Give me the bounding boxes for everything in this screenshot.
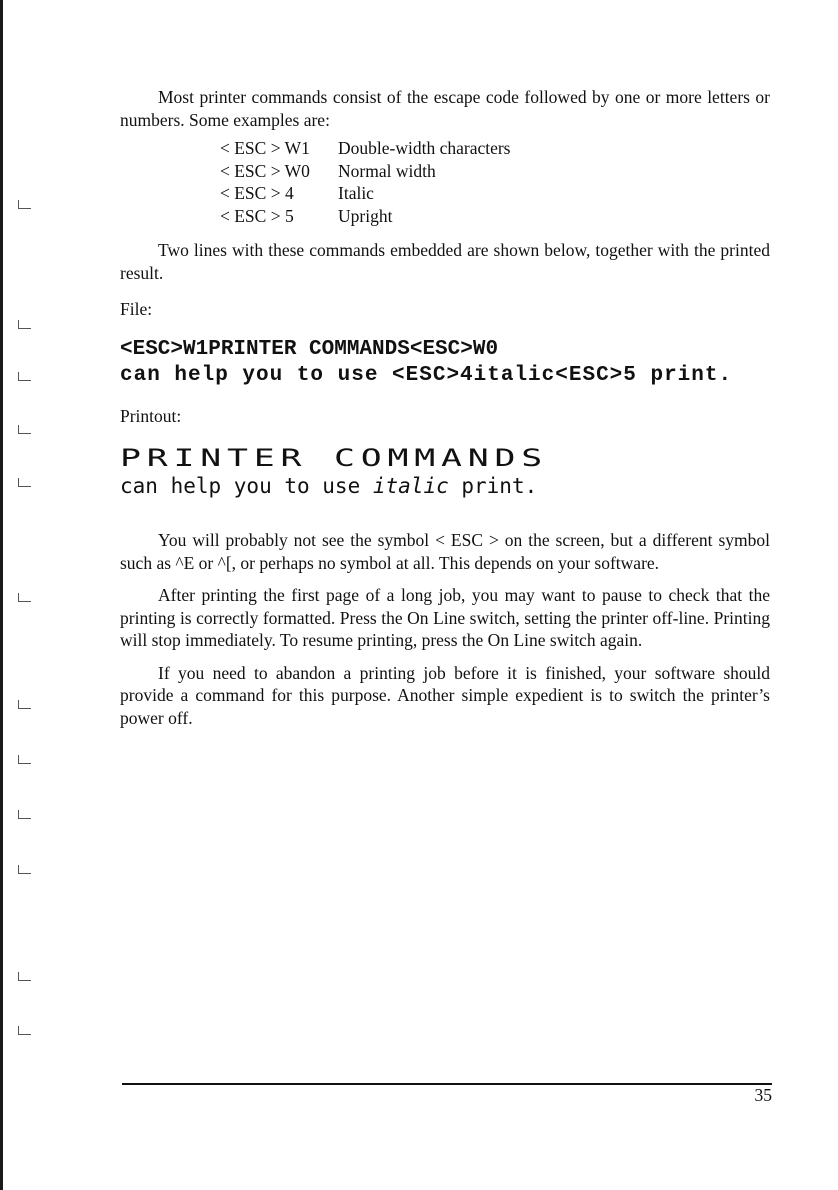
command-description: Double-width characters [338,138,511,158]
file-line: can help you to use <ESC>4italic<ESC>5 print. [120,363,733,387]
printout-line-start: can help you to use [120,474,373,498]
footer-rule [122,1083,772,1085]
command-description: Normal width [338,160,436,181]
printout-sample [120,443,770,499]
command-row [220,182,511,205]
command-row [220,160,511,183]
page-content [120,86,770,729]
command-code: < ESC > 5 [220,205,294,226]
printout-line-end: print. [448,474,538,498]
command-description: Upright [338,205,393,226]
command-row [220,137,511,160]
binding-mark [18,478,31,487]
file-label: File: [120,299,153,319]
two-lines-paragraph: Two lines with these commands embedded are shown below, together with the printed result. [120,240,770,283]
intro-paragraph: Most printer commands consist of the escape code followed by one or more letters or numbers. Some examples are: [120,87,770,130]
binding-mark [18,972,31,981]
command-description: Italic [338,183,374,203]
abandon-paragraph: If you need to abandon a printing job before it is finished, your software should provide a command for this purpose. Another simple expedient is to switch the printer’s power off. [120,662,770,728]
file-line: <ESC>W1PRINTER COMMANDS<ESC>W0 [120,337,499,361]
pause-paragraph: After printing the first page of a long job, you may want to pause to check that the printing is correctly formatted. Press the On Line switch, setting the printer off-line. Printing will stop immediately. To resume printing, press the On Line switch again. [120,585,770,650]
scan-left-edge [0,0,3,1190]
printout-line [120,473,770,499]
file-listing [120,337,770,389]
command-examples-table [220,137,511,227]
binding-mark [18,1026,31,1035]
binding-mark [18,755,31,764]
command-row [220,205,511,228]
command-code: < ESC > 4 [220,183,294,203]
binding-mark [18,425,31,434]
command-code: < ESC > W0 [220,160,310,181]
binding-mark [18,200,31,209]
symbol-paragraph: You will probably not see the symbol < ESC > on the screen, but a different symbol such as ^E or ^[, or perhaps no symbol at all. This depends on your software. [120,530,770,573]
printout-label: Printout: [120,405,182,426]
binding-mark [18,700,31,709]
printout-title: PRINTER COMMANDS [120,444,549,472]
binding-mark [18,320,31,329]
binding-mark [18,865,31,874]
binding-mark [18,810,31,819]
printout-italic-word: italic [372,474,449,498]
binding-mark [18,372,31,381]
binding-mark [18,593,31,602]
command-code: < ESC > W1 [220,138,310,158]
page-number: 35 [754,1085,772,1105]
